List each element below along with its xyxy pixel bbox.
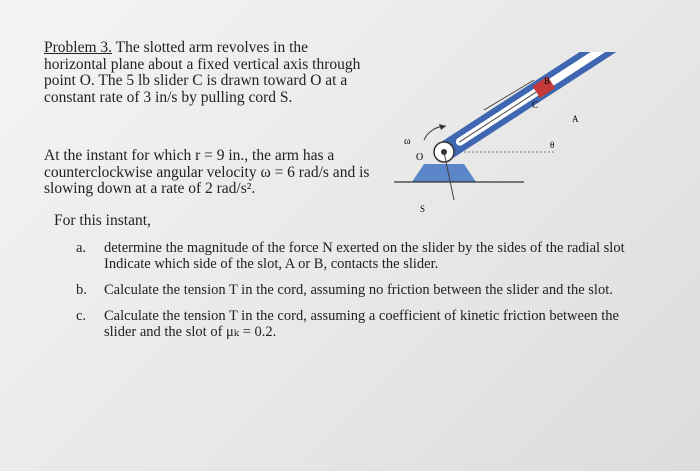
label-a: A: [572, 114, 579, 124]
question-text: determine the magnitude of the force N exerted on the slider by the sides of the radial slot Indicate which side of the slot, A or B, contacts the slider.: [104, 240, 625, 272]
question-text: Calculate the tension T in the cord, assuming a coefficient of kinetic friction between the slider and the slot of μₖ = 0.2.: [104, 308, 619, 340]
cord-s: [459, 92, 539, 142]
label-s: S: [420, 204, 426, 214]
instant-conditions: At the instant for which r = 9 in., the arm has a counterclockwise angular velocity ω = 6 rad/s and is slowing down at a rate of 2 rad/s².: [44, 147, 370, 197]
label-theta: θ: [550, 140, 555, 150]
pivot-base: [412, 164, 476, 182]
question-marker: c.: [76, 308, 87, 324]
problem-text: The slotted arm revolves in the horizontal plane about a fixed vertical axis through point O. The 5 lb slider C is drawn toward O at a constant rate of 3 in/s by pulling cord S.: [44, 39, 361, 106]
question-list: [76, 240, 636, 350]
label-c: C: [532, 100, 539, 110]
question-b: [76, 282, 636, 298]
for-this-instant: For this instant,: [54, 212, 151, 229]
problem-statement: [44, 40, 364, 106]
question-c: [76, 308, 636, 340]
problem-heading: Problem 3.: [44, 39, 113, 56]
label-omega: ω: [404, 136, 411, 147]
question-marker: a.: [76, 240, 87, 256]
question-a: [76, 240, 636, 272]
question-text: Calculate the tension T in the cord, assuming no friction between the slider and the slot.: [104, 282, 613, 298]
slotted-arm-figure: [384, 52, 684, 222]
omega-arrowhead-icon: [439, 124, 446, 130]
label-o: O: [416, 152, 424, 163]
question-marker: b.: [76, 282, 87, 298]
label-b: B: [544, 76, 551, 86]
